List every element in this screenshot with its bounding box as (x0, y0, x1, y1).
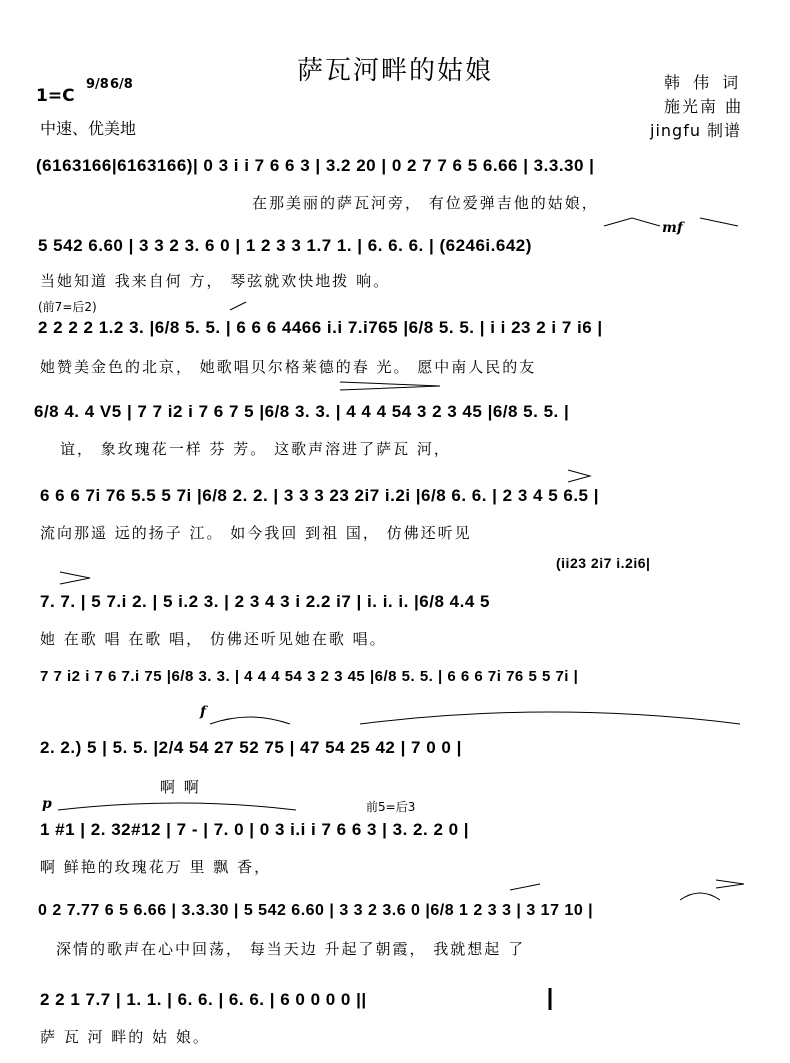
lyrics-line-3: 她赞美金色的北京， 她歌唱贝尔格莱德的春 光。 愿中南人民的友 (40, 358, 537, 376)
time-signature-1: 9/8 (86, 77, 109, 92)
lyrics-line-10: 深情的歌声在心中回荡， 每当天边 升起了朝霞， 我就想起 了 (56, 940, 526, 958)
crescendo-hairpin (510, 884, 540, 890)
notation-line-2: 5 542 6.60 | 3 3 2 3. 6 0 | 1 2 3 3 1.7 1. | 6. 6. 6. | (6246i.642) (38, 236, 532, 255)
lyrics-line-1: 在那美丽的萨瓦河旁， 有位爱弹吉他的姑娘， (252, 194, 599, 212)
slur (210, 717, 290, 724)
notation-line-8: 2. 2.) 5 | 5. 5. |2/4 54 27 52 75 | 47 54 25 42 | 7 0 0 | (40, 738, 462, 757)
dynamic-mf: mf (662, 220, 683, 236)
song-title: 萨瓦河畔的姑娘 (296, 56, 493, 86)
slur (360, 712, 740, 724)
lyricist-credit: 韩 伟 词 (664, 73, 743, 92)
notation-line-9: 1 #1 | 2. 32#12 | 7 - | 7. 0 | 0 3 i.i i 7 6 6 3 | 3. 2. 2 0 | (40, 820, 470, 839)
annotation-line-6: (ii23 2i7 i.2i6| (556, 555, 651, 571)
notation-line-10: 0 2 7.77 6 5 6.66 | 3.3.30 | 5 542 6.60 | 3 3 2 3.6 0 |6/8 1 2 3 3 | 3 17 10 | (38, 902, 594, 919)
annotation-line-9: 前5=后3 (366, 800, 416, 814)
composer-credit: 施光南 曲 (664, 97, 744, 116)
notation-line-11: 2 2 1 7.7 | 1. 1. | 6. 6. | 6. 6. | 6 0 0 0 0 || (40, 990, 367, 1009)
notation-line-1: (6163166|6163166)| 0 3 i i 7 6 6 3 | 3.2 20 | 0 2 7 7 6 5 6.66 | 3.3.30 | (36, 156, 595, 175)
tempo-marking: 中速、优美地 (40, 119, 137, 138)
lyrics-line-6: 她 在歌 唱 在歌 唱， 仿佛还听见她在歌 唱。 (40, 630, 387, 648)
slur (680, 893, 720, 900)
dynamic-p: p (42, 796, 52, 812)
notation-line-5: 6 6 6 7i 76 5.5 5 7i |6/8 2. 2. | 3 3 3 23 2i7 i.2i |6/8 6. 6. | 2 3 4 5 6.5 | (40, 486, 599, 505)
slur (58, 803, 296, 810)
notation-line-4: 6/8 4. 4 V5 | 7 7 i2 i 7 6 7 5 |6/8 3. 3. | 4 4 4 54 3 2 3 45 |6/8 5. 5. | (34, 402, 570, 421)
lyrics-line-8: 啊 啊 (160, 778, 201, 796)
crescendo-hairpin (604, 218, 660, 226)
lyrics-line-5: 流向那遥 远的扬子 江。 如今我回 到祖 国， 仿佛还听见 (40, 524, 472, 542)
accent-hairpin (60, 572, 90, 584)
decrescendo-hairpin (700, 218, 738, 226)
accent-hairpin (568, 470, 590, 482)
decrescendo-hairpin (340, 382, 440, 390)
lyrics-line-9: 啊 鲜艳的玫瑰花万 里 飘 香， (40, 858, 272, 876)
notation-line-7: 7 7 i2 i 7 6 7.i 75 |6/8 3. 3. | 4 4 4 54 3 2 3 45 |6/8 5. 5. | 6 6 6 7i 76 5 5 7i | (40, 668, 579, 685)
dynamic-f: f (200, 704, 207, 720)
notation-line-6: 7. 7. | 5 7.i 2. | 5 i.2 3. | 2 3 4 3 i 2.2 i7 | i. i. i. |6/8 4.4 5 (40, 592, 490, 611)
notation-line-3: 2 2 2 2 1.2 3. |6/8 5. 5. | 6 6 6 4466 i.i 7.i765 |6/8 5. 5. | i i 23 2 i 7 i6 | (38, 318, 603, 337)
decrescendo-hairpin (716, 880, 744, 888)
annotation-line-3: (前7=后2) (38, 300, 97, 314)
lyrics-line-11: 萨 瓦 河 畔的 姑 娘。 (40, 1028, 210, 1046)
lyrics-line-2: 当她知道 我来自何 方， 琴弦就欢快地拨 响。 (40, 272, 391, 290)
time-signature-2: 6/8 (110, 77, 133, 92)
crescendo-hairpin (230, 302, 246, 310)
engraver-credit: jingfu 制谱 (650, 121, 742, 140)
key-signature: 1=C (36, 86, 75, 106)
lyrics-line-4: 谊， 象玫瑰花一样 芬 芳。 这歌声溶进了萨瓦 河， (60, 440, 451, 458)
